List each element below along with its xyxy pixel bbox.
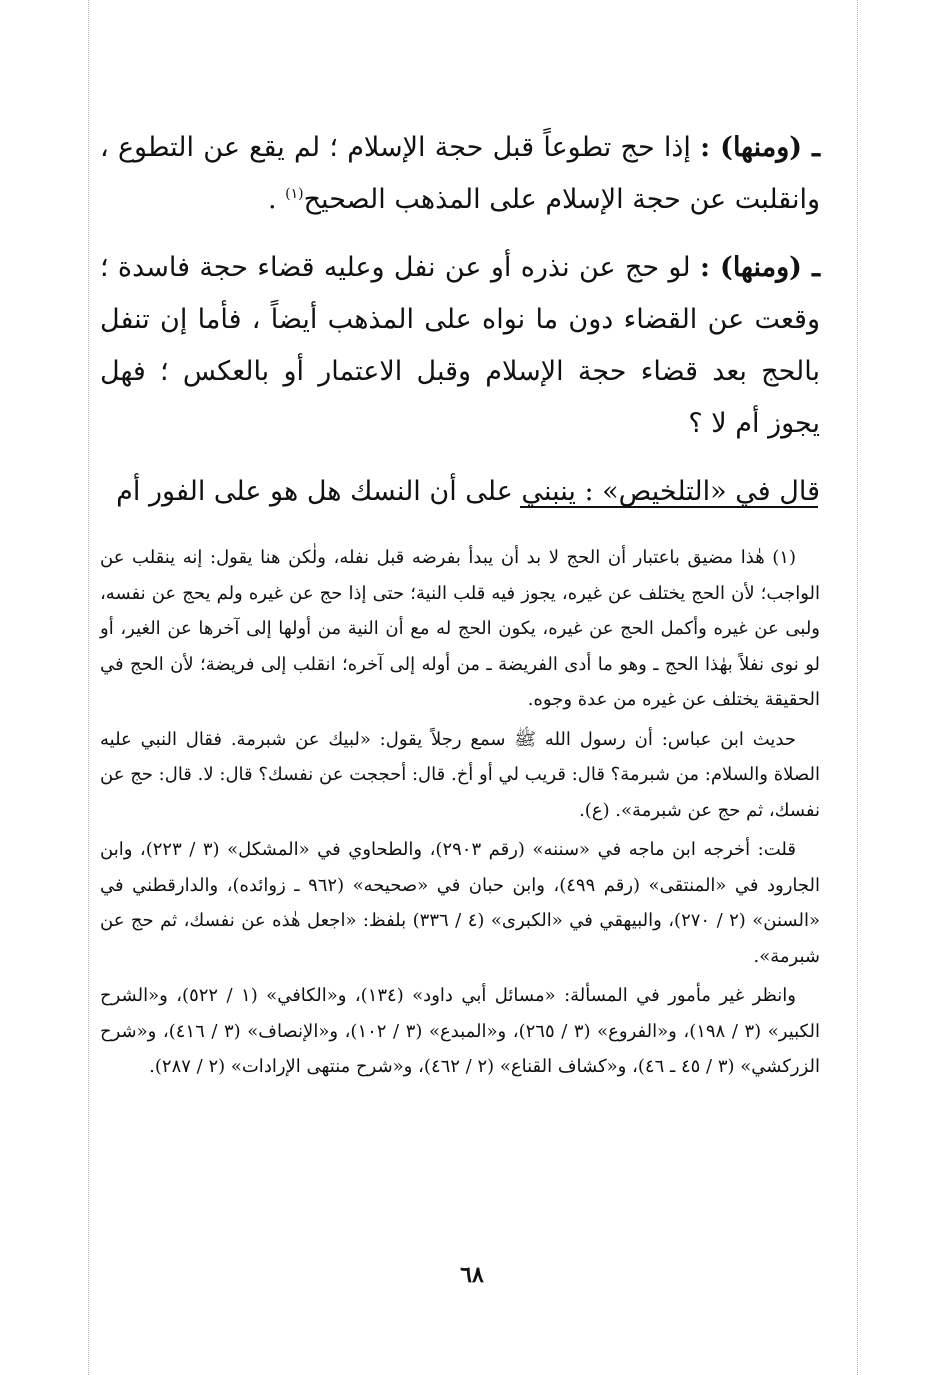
paragraph-1 — [100, 122, 820, 226]
paragraph-2-lead: ـ (ومنها) : — [699, 252, 820, 283]
paragraph-1-lead: ـ (ومنها) : — [700, 132, 821, 163]
main-text — [100, 122, 820, 534]
footnote-separator — [520, 506, 818, 508]
paragraph-1-end: . — [267, 184, 286, 215]
footnotes — [100, 540, 820, 1089]
footnote-references: وانظر غير مأمور في المسألة: «مسائل أبي داود» (١٣٤)، و«الكافي» (١ / ٥٢٢)، و«الشرح الكبير» (٣ / ١٩٨)، و«الفروع» (٣ / ٢٦٥)، و«المبدع» (٣ / ١٠٢)، و«الإنصاف» (٣ / ٤١٦)، و«شرح الزركشي» (٣ / ٤٥ ـ ٤٦)، و«كشاف القناع» (٢ / ٤٦٢)، و«شرح منتهى الإرادات» (٢ / ٢٨٧). — [100, 985, 820, 1077]
footnote-takhrij: قلت: أخرجه ابن ماجه في «سننه» (رقم ٢٩٠٣)، والطحاوي في «المشكل» (٣ / ٢٢٣)، وابن الجارود في «المنتقى» (رقم ٤٩٩)، وابن حبان في «صحيحه» (٩٦٢ ـ زوائده)، والدارقطني في «السنن» (٢ / ٢٧٠)، والبيهقي في «الكبرى» (٤ / ٣٣٦) بلفظ: «اجعل هٰذه عن نفسك، ثم حج عن شبرمة». — [100, 839, 821, 967]
paragraph-1-text: إذا حج تطوعاً قبل حجة الإسلام ؛ لم يقع عن التطوع ، وانقلبت عن حجة الإسلام على المذهب الصحيح — [100, 132, 820, 215]
paragraph-3-text: قال في «التلخيص» : ينبني على أن النسك هل هو على الفور أم — [116, 476, 820, 507]
paragraph-3 — [100, 466, 820, 518]
paragraph-2-text: لو حج عن نذره أو عن نفل وعليه قضاء حجة فاسدة ؛ وقعت عن القضاء دون ما نواه على المذهب أيضاً ، فأما إن تنفل بالحج بعد قضاء حجة الإسلام وقبل الاعتمار أو بالعكس ؛ فهل يجوز أم لا ؟ — [100, 252, 820, 439]
footnote-hadith: حديث ابن عباس: أن رسول الله ﷺ سمع رجلاً يقول: «لبيك عن شبرمة. فقال النبي عليه الصلاة والسلام: من شبرمة؟ قال: قريب لي أو أخ. قال: أحججت عن نفسك؟ قال: لا. قال: حج عن نفسك، ثم حج عن شبرمة». (ع). — [100, 728, 820, 821]
scan-edge-line-right — [857, 0, 858, 1375]
footnote-ref-1[interactable]: (١) — [285, 186, 304, 202]
scan-edge-line-left — [88, 0, 89, 1375]
paragraph-2 — [100, 242, 820, 450]
page-number: ٦٨ — [460, 1262, 484, 1288]
footnote-1: (١) هٰذا مضيق باعتبار أن الحج لا بد أن يبدأ بفرضه قبل نفله، ولٰكن هنا يقول: إنه ينقلب عن الواجب؛ لأن الحج يختلف عن غيره، يجوز فيه قلب النية؛ حتى إذا حج عن غيره ولم يحج عن نفسه، ولبى عن غيره وأكمل الحج عن غيره، يكون الحج له مع أن النية من أولها إلى آخرها عن الغير، أو لو نوى نفلاً بهٰذا الحج ـ وهو ما أدى الفريضة ـ من أوله إلى آخره؛ انقلب إلى فريضة؛ لأن الحج في الحقيقة يختلف عن غيره من عدة وجوه. — [100, 547, 820, 710]
